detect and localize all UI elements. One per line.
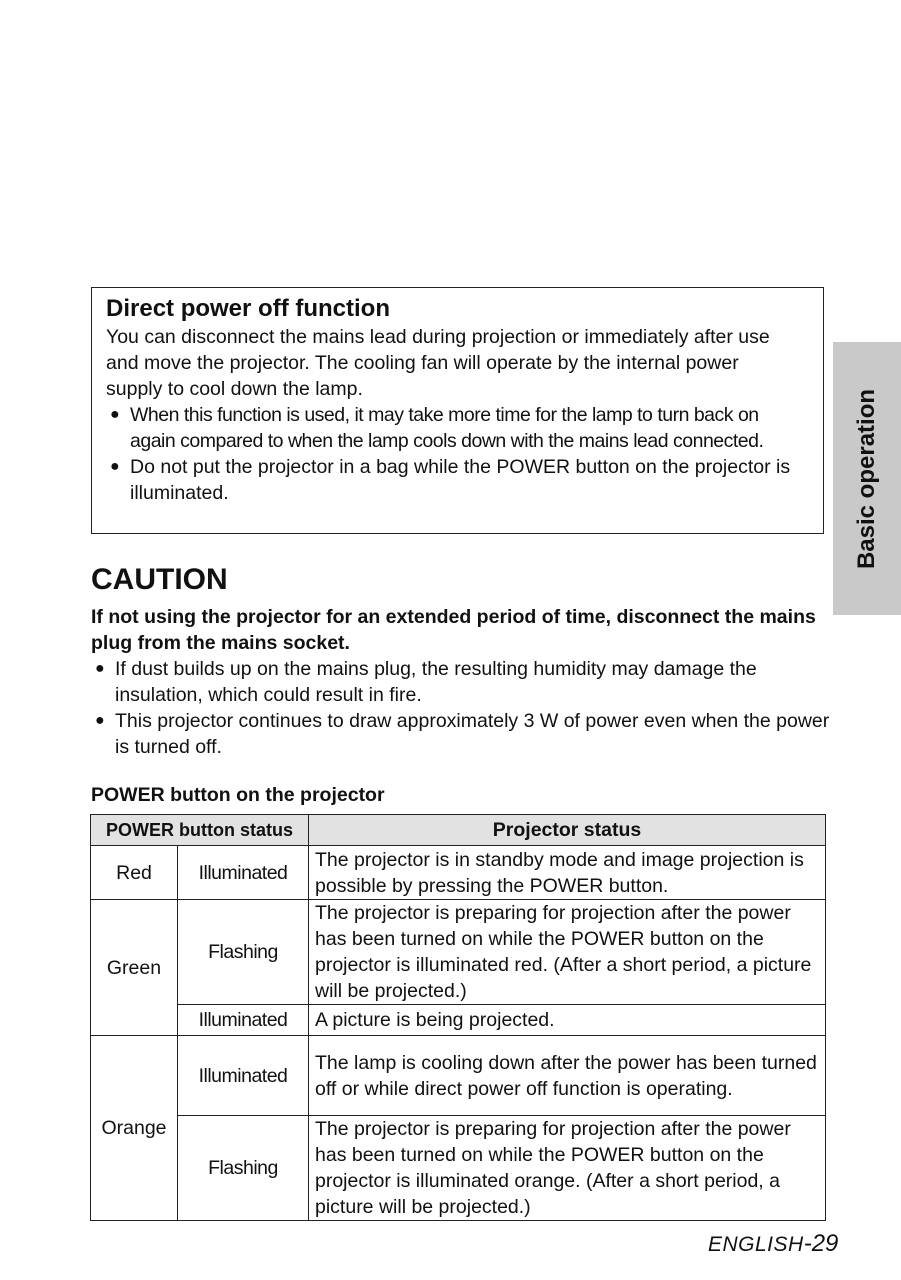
- section-tab: [833, 342, 901, 615]
- caution-bullets: [91, 656, 831, 760]
- section-tab-label: Basic operation: [853, 388, 880, 569]
- status-table-title: POWER button on the projector: [91, 784, 385, 806]
- table-row: [91, 846, 826, 900]
- button-color-cell: Orange: [91, 1036, 178, 1221]
- projector-status-cell: A picture is being projected.: [309, 1005, 826, 1036]
- direct-power-off-intro: You can disconnect the mains lead during projection or immediately after use and move the projector. The cooling fan will operate by the internal power supply to cool down the lamp.: [106, 326, 770, 400]
- table-row: [91, 900, 826, 1005]
- table-header-row: [91, 815, 826, 846]
- header-power-button-status: POWER button status: [91, 815, 309, 846]
- table-row: [91, 1116, 826, 1221]
- bullet-icon: ●: [110, 458, 120, 475]
- projector-status-cell: The projector is preparing for projection after the power has been turned on while the POWER button on the projector is illuminated orange. (After a short period, a picture will be projected.): [309, 1116, 826, 1221]
- page-language: ENGLISH: [708, 1233, 804, 1256]
- bullet-text: When this function is used, it may take more time for the lamp to turn back on again compared to when the lamp cools down with the mains lead connected.: [130, 404, 764, 452]
- projector-status-cell: The lamp is cooling down after the power has been turned off or while direct power off function is operating.: [309, 1036, 826, 1116]
- power-status-table: [90, 814, 826, 1221]
- bullet-icon: ●: [95, 712, 105, 729]
- bullet-text: Do not put the projector in a bag while the POWER button on the projector is illuminated.: [130, 456, 791, 504]
- projector-status-cell: The projector is preparing for projection after the power has been turned on while the POWER button on the projector is illuminated red. (After a short period, a picture will be projected.): [309, 900, 826, 1005]
- direct-power-off-title: Direct power off function: [106, 295, 390, 322]
- direct-power-off-box: [91, 287, 824, 534]
- header-projector-status: Projector status: [309, 815, 826, 846]
- button-color-cell: Red: [91, 846, 178, 900]
- caution-title: CAUTION: [91, 563, 228, 596]
- list-item: [91, 656, 831, 708]
- button-state-cell: Illuminated: [178, 846, 309, 900]
- button-state-cell: Illuminated: [178, 1036, 309, 1116]
- bullet-text: If dust builds up on the mains plug, the resulting humidity may damage the insulation, which could result in fire.: [115, 658, 757, 706]
- bullet-icon: ●: [110, 406, 120, 423]
- table-row: [91, 1005, 826, 1036]
- bullet-text: This projector continues to draw approximately 3 W of power even when the power is turned off.: [115, 710, 830, 758]
- table-row: [91, 1036, 826, 1116]
- direct-power-off-bullets: [106, 402, 823, 506]
- list-item: [91, 708, 831, 760]
- bullet-icon: ●: [95, 660, 105, 677]
- button-state-cell: Illuminated: [178, 1005, 309, 1036]
- page-number-value: -29: [803, 1230, 839, 1257]
- button-state-cell: Flashing: [178, 1116, 309, 1221]
- page-number: [708, 1230, 838, 1258]
- list-item: [106, 454, 806, 506]
- button-color-cell: Green: [91, 900, 178, 1036]
- caution-lead: If not using the projector for an extended period of time, disconnect the mains plug from the mains socket.: [91, 606, 816, 654]
- button-state-cell: Flashing: [178, 900, 309, 1005]
- list-item: [106, 402, 806, 454]
- projector-status-cell: The projector is in standby mode and image projection is possible by pressing the POWER button.: [309, 846, 826, 900]
